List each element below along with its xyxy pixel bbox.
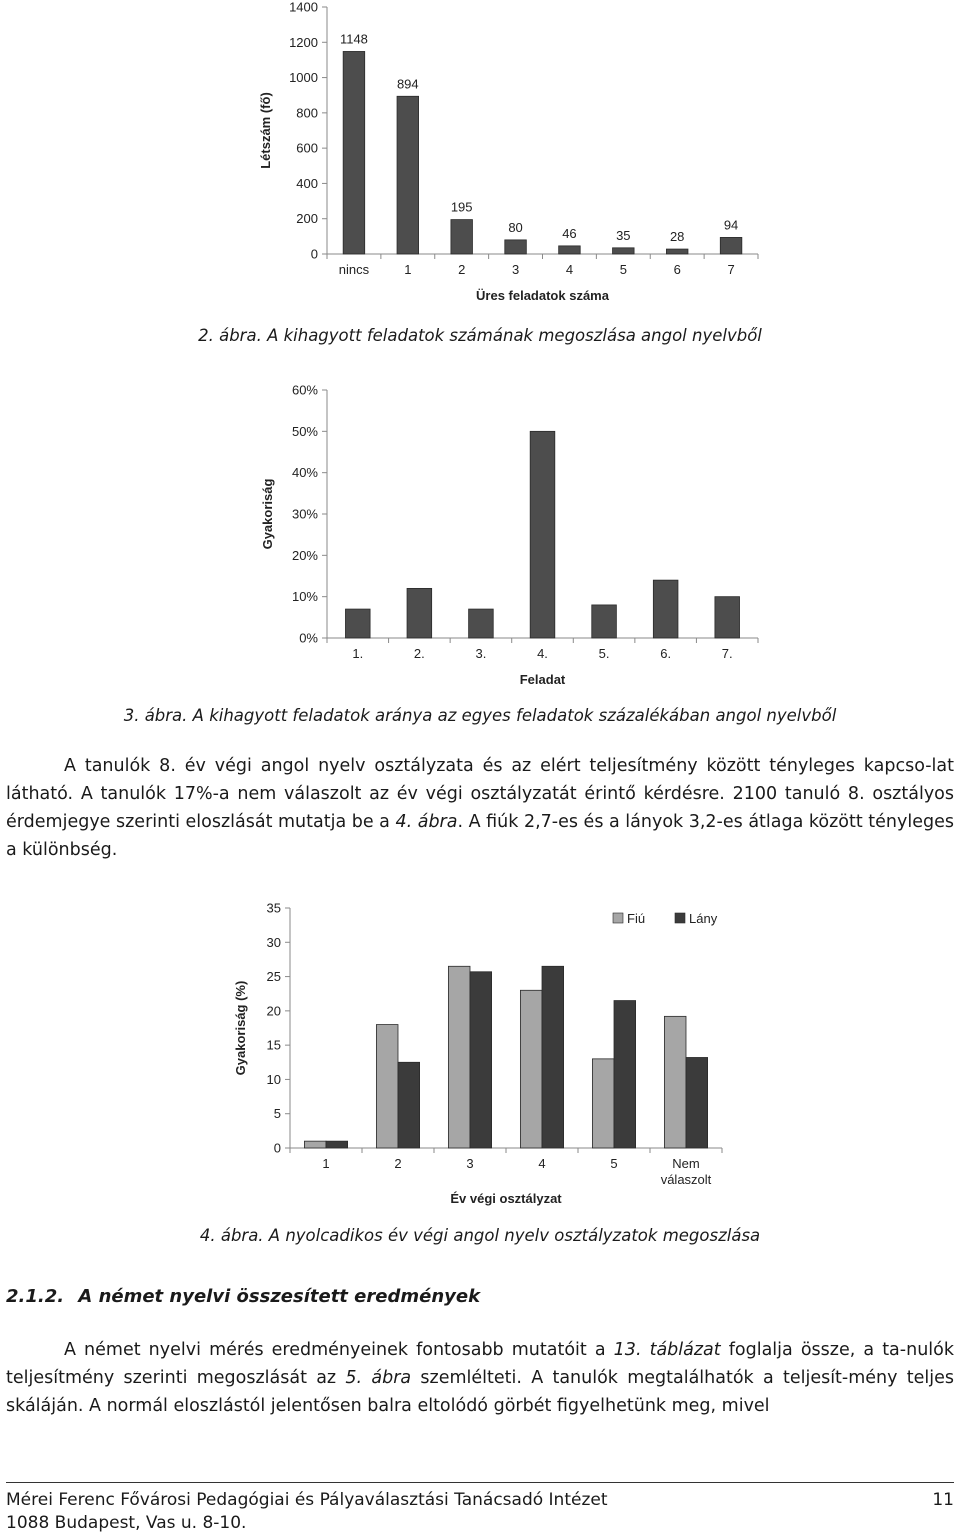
x-tick-label: 4 [565, 262, 574, 277]
data-label: 80 [508, 219, 523, 235]
bar [614, 1001, 636, 1148]
bar [505, 240, 527, 254]
y-tick-label: 1200 [289, 34, 318, 50]
bar [720, 237, 742, 254]
paragraph-text: foglalja össze, a ta-nulók teljesítmény szerinti megoszlását az [6, 1340, 954, 1388]
paragraph-text: A német nyelvi mérés eredményeinek fontosabb mutatóit a [64, 1340, 614, 1360]
chart-grade-distribution [225, 895, 745, 1215]
bar [326, 1141, 348, 1148]
x-axis-title: Üres feladatok száma [476, 288, 609, 303]
y-tick-label: 10% [291, 589, 318, 605]
x-tick-label: 2. [413, 646, 425, 661]
bar [664, 1016, 686, 1148]
bar [559, 246, 581, 254]
footer-divider [6, 1482, 954, 1483]
section-heading [6, 1286, 480, 1307]
paragraph-grades [6, 752, 954, 864]
table-reference: 13. táblázat [613, 1340, 721, 1360]
y-tick-label: 1400 [289, 0, 318, 15]
bar [542, 966, 564, 1148]
paragraph-german-results [6, 1336, 954, 1420]
figure-4-caption: 4. ábra. A nyolcadikos év végi angol nyelv osztályzatok megoszlása [199, 1226, 761, 1245]
y-tick-label: 800 [296, 105, 318, 121]
data-label: 94 [723, 217, 739, 233]
y-tick-label: 200 [296, 211, 318, 227]
y-tick-label: 400 [296, 175, 318, 191]
bar [715, 597, 740, 638]
x-tick-label: 3 [511, 262, 520, 277]
section-number: 2.1.2. [6, 1286, 65, 1307]
footer-institution: Mérei Ferenc Fővárosi Pedagógiai és Pályaválasztási Tanácsadó Intézet [6, 1490, 608, 1510]
x-tick-label: 5 [619, 262, 627, 277]
paragraph-text: szemlélteti. A tanulók megtalálhatók a teljesít-mény teljes skáláján. A normál eloszlástól jelentősen balra eltolódó görbét figyelhetünk meg, mivel [6, 1368, 955, 1416]
y-tick-label: 0 [310, 246, 318, 262]
bar [448, 966, 470, 1148]
bar [345, 609, 370, 638]
y-axis-title: Gyakoriság [260, 478, 275, 550]
y-tick-label: 5 [273, 1106, 281, 1122]
bar [686, 1057, 708, 1148]
bar [520, 990, 542, 1148]
legend-label: Lány [689, 911, 718, 926]
figure-3-caption: 3. ábra. A kihagyott feladatok aránya az egyes feladatok százalékában angol nyelvből [123, 706, 837, 725]
bar [592, 1059, 614, 1148]
x-axis-title: Év végi osztályzat [450, 1191, 562, 1206]
x-tick-label: 3. [475, 646, 487, 661]
y-tick-label: 15 [266, 1037, 281, 1053]
figure-2-caption: 2. ábra. A kihagyott feladatok számának megoszlása angol nyelvből [198, 326, 762, 345]
y-tick-label: 1000 [289, 70, 318, 86]
x-tick-label: nincs [338, 262, 370, 277]
bar [530, 431, 555, 638]
figure-reference: 4. ábra [395, 812, 458, 832]
x-tick-label: 6. [660, 646, 672, 661]
x-tick-label: Nem [672, 1156, 700, 1171]
x-tick-label: 4 [538, 1156, 546, 1171]
data-label: 894 [396, 76, 419, 92]
y-axis-title: Gyakoriság (%) [233, 980, 248, 1076]
bar [304, 1141, 326, 1148]
data-label: 46 [562, 225, 577, 241]
y-tick-label: 0 [273, 1140, 281, 1156]
bar [653, 580, 678, 638]
x-tick-label: 2 [394, 1156, 402, 1171]
legend-swatch [675, 913, 685, 923]
bar [376, 1025, 398, 1148]
paragraph-text: A tanulók 8. év végi angol nyelv osztályzata és az elért teljesítmény között tényleges kapcso-lat látható. A tanulók 17%-a nem válaszolt az év végi osztályzatát érintő kérdésre. 2100 tanuló 8. osztályos érdemjegye szerinti eloszlását mutatja be a [6, 756, 954, 832]
x-tick-label: 3 [466, 1156, 474, 1171]
data-label: 35 [616, 227, 631, 243]
figure-reference: 5. ábra [345, 1368, 412, 1388]
bar [666, 249, 688, 254]
y-tick-label: 20% [291, 547, 318, 563]
data-label: 28 [669, 229, 685, 245]
bar [343, 51, 365, 254]
data-label: 195 [450, 199, 473, 215]
x-tick-label: 6 [673, 262, 681, 277]
x-tick-label: 1 [322, 1156, 330, 1171]
y-tick-label: 50% [291, 423, 318, 439]
bar [407, 588, 432, 638]
y-tick-label: 25 [266, 969, 281, 985]
y-tick-label: 30 [266, 934, 281, 950]
paragraph-text: . A fiúk 2,7-es és a lányok 3,2-es átlaga között tényleges a különbség. [6, 812, 954, 860]
y-tick-label: 20 [266, 1003, 281, 1019]
bar [592, 605, 617, 638]
y-tick-label: 60% [291, 382, 318, 398]
chart-missing-tasks-ratio [230, 378, 790, 693]
bar [398, 1062, 420, 1148]
bar [613, 248, 635, 254]
y-tick-label: 30% [291, 506, 318, 522]
x-tick-label: 7 [727, 262, 735, 277]
x-tick-label: 7. [721, 646, 733, 661]
data-label: 1148 [339, 31, 368, 47]
x-tick-label: 4. [537, 646, 548, 661]
bar [451, 220, 473, 254]
y-tick-label: 0% [299, 630, 318, 646]
x-tick-label: 5. [598, 646, 610, 661]
chart-missing-tasks-count [230, 0, 790, 310]
y-axis-title: Létszám (fő) [258, 92, 273, 169]
y-tick-label: 35 [266, 900, 281, 916]
x-tick-label: 1. [352, 646, 364, 661]
section-title: A német nyelvi összesített eredmények [78, 1286, 481, 1307]
x-tick-label: 5 [610, 1156, 618, 1171]
legend-swatch [613, 913, 623, 923]
legend-label: Fiú [627, 911, 646, 926]
bar [397, 96, 419, 254]
y-tick-label: 600 [296, 140, 318, 156]
x-tick-label: válaszolt [660, 1172, 712, 1187]
x-tick-label: 2 [458, 262, 466, 277]
x-axis-title: Feladat [519, 672, 566, 687]
y-tick-label: 40% [291, 465, 318, 481]
bar [469, 609, 494, 638]
y-tick-label: 10 [266, 1071, 281, 1087]
page-number: 11 [932, 1490, 954, 1510]
x-tick-label: 1 [404, 262, 412, 277]
bar [470, 972, 492, 1148]
footer-address: 1088 Budapest, Vas u. 8-10. [6, 1513, 247, 1533]
